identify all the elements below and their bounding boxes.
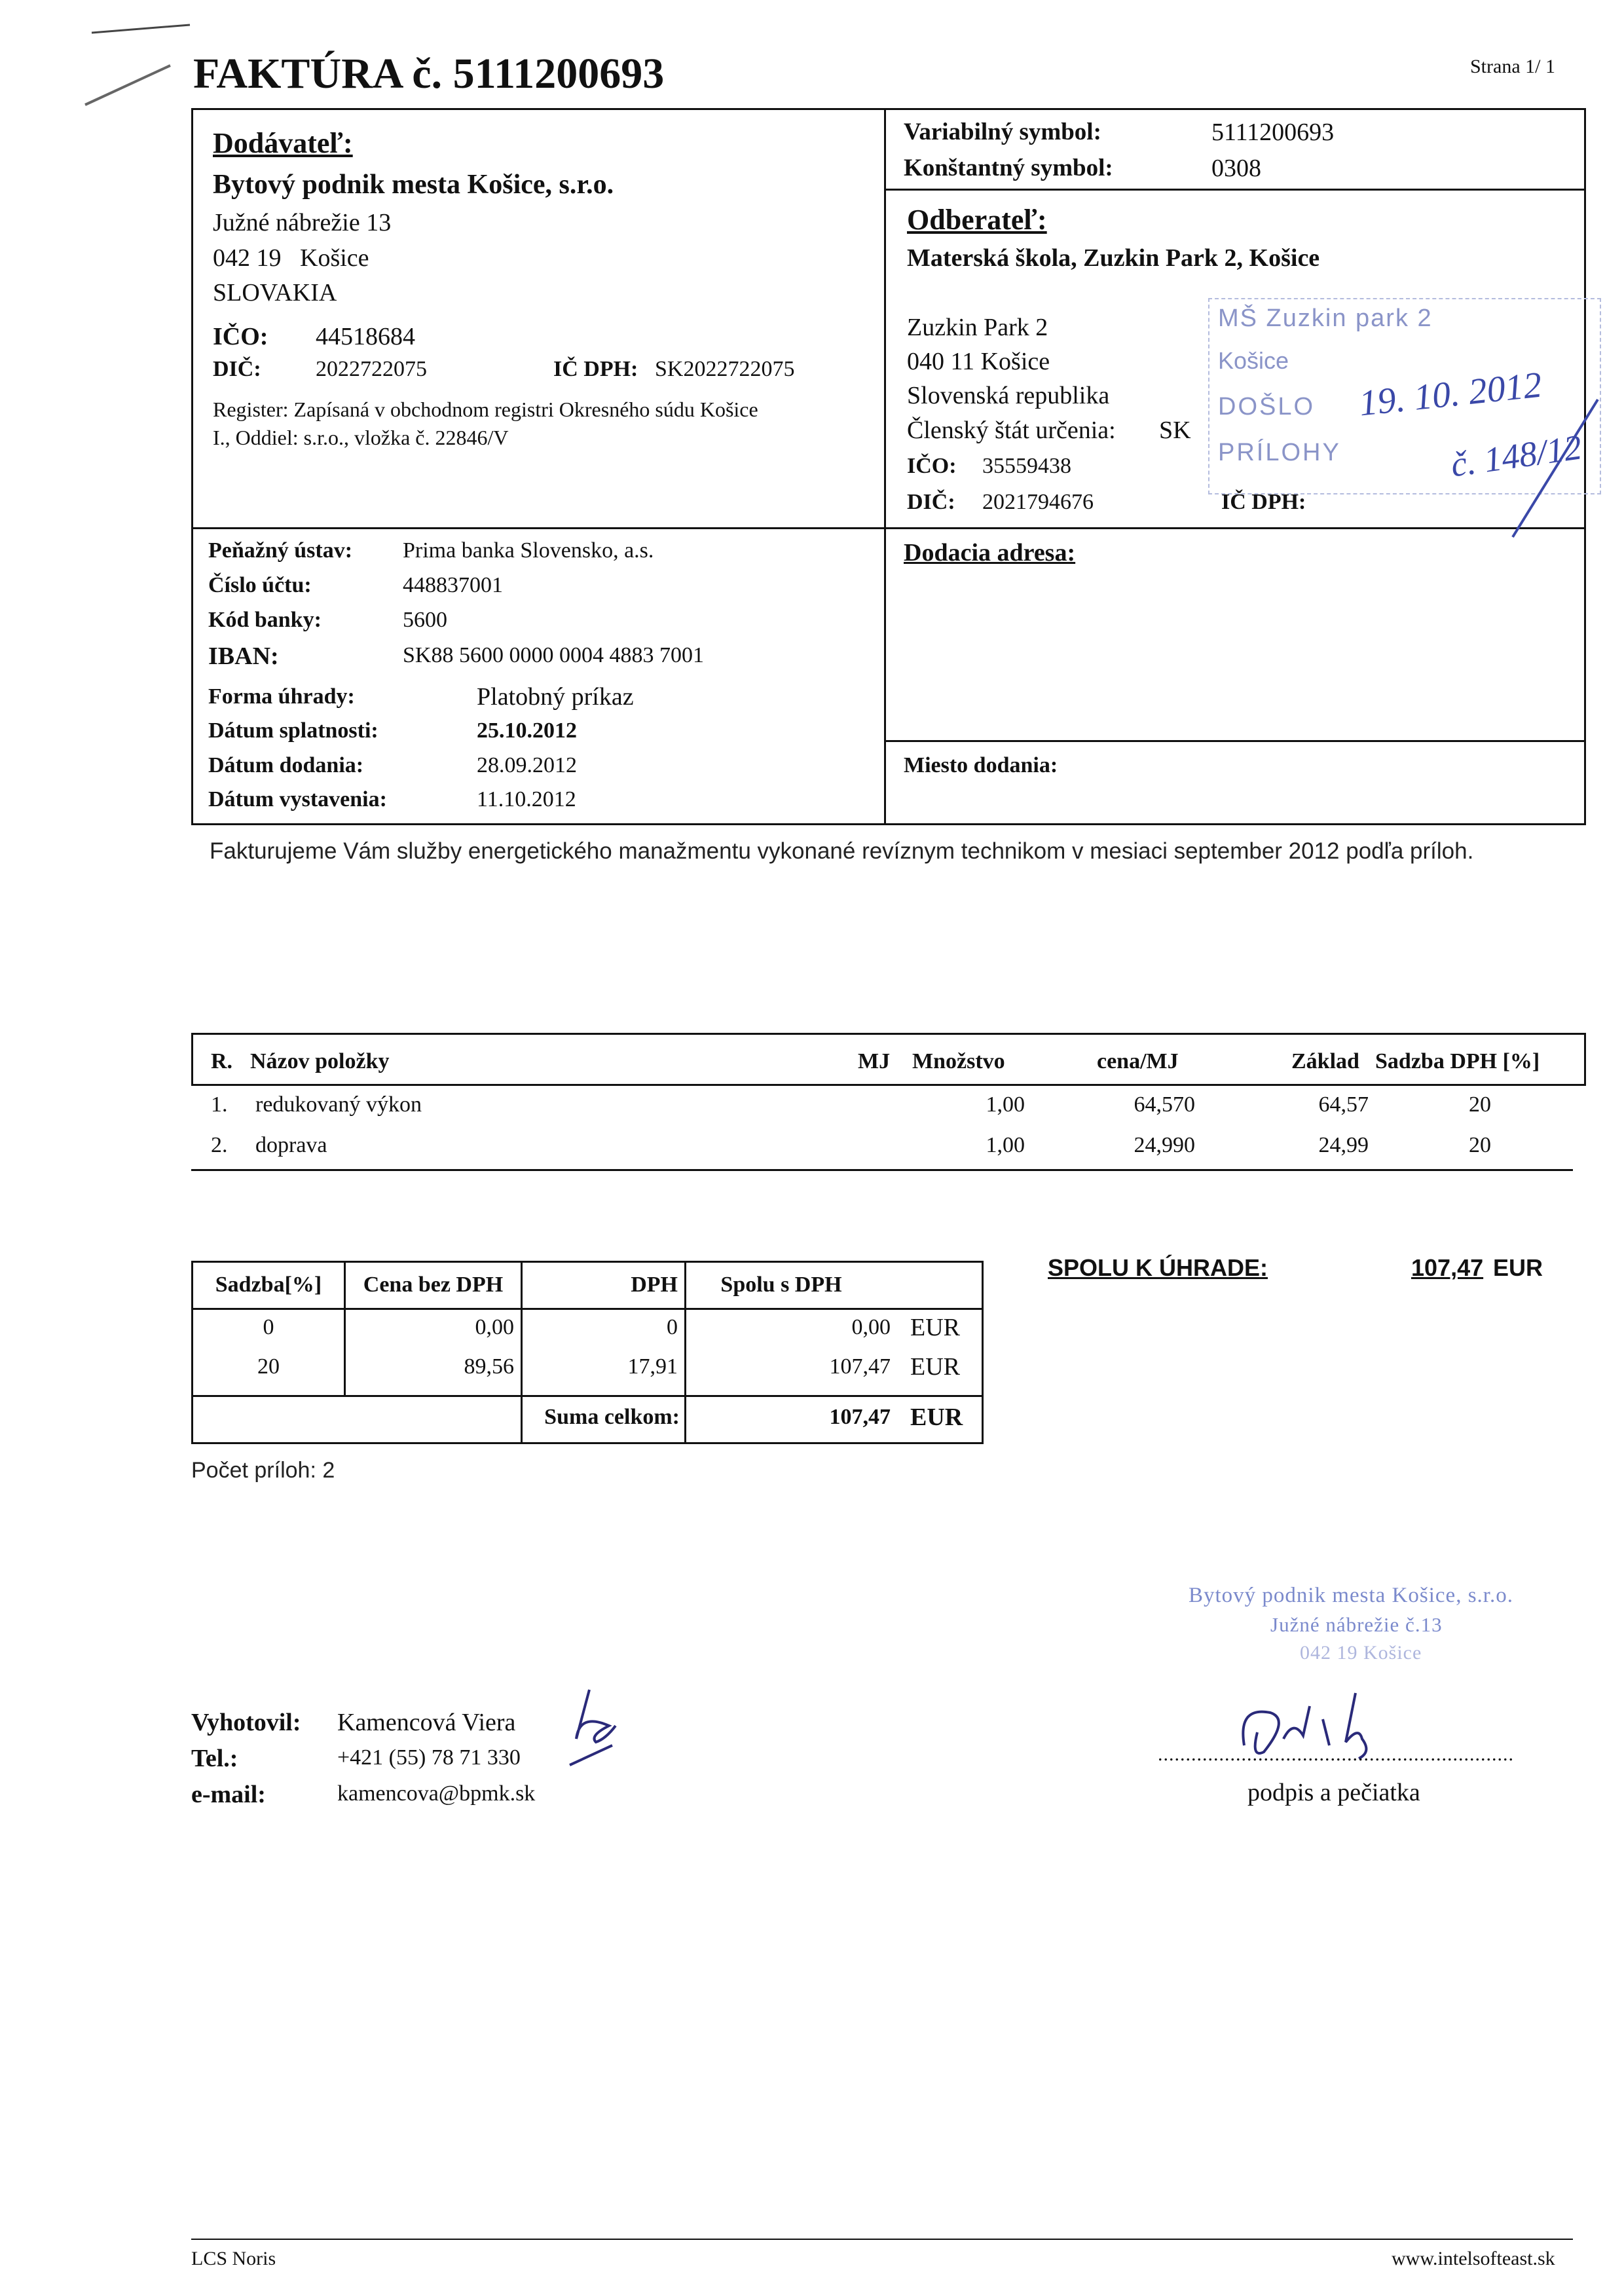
customer-name: Materská škola, Zuzkin Park 2, Košice xyxy=(907,244,1320,272)
due-date-label: Dátum splatnosti: xyxy=(208,718,378,743)
issue-date-label: Dátum vystavenia: xyxy=(208,787,387,811)
item-row-1-base: 64,57 xyxy=(1318,1092,1369,1117)
stamp-number: č. 148/12 xyxy=(1448,427,1585,485)
items-header-base: Základ xyxy=(1291,1049,1359,1073)
vat-row-1-total: 0,00 xyxy=(851,1315,891,1339)
vat-row-1-net: 0,00 xyxy=(475,1315,514,1339)
vat-header-rule xyxy=(191,1308,984,1310)
vat-row-1-rate: 0 xyxy=(263,1315,274,1339)
items-header-qty: Množstvo xyxy=(912,1049,1005,1073)
vat-header-net: Cena bez DPH xyxy=(363,1273,504,1297)
customer-city: 040 11 Košice xyxy=(907,348,1050,375)
vat-header-vat: DPH xyxy=(631,1273,678,1297)
delivery-date-value: 28.09.2012 xyxy=(477,753,577,777)
supplier-country: SLOVAKIA xyxy=(213,279,337,307)
items-header-vat: Sadzba DPH [%] xyxy=(1375,1049,1540,1073)
items-top-rule xyxy=(191,1033,1586,1035)
item-row-1-name: redukovaný výkon xyxy=(255,1092,422,1117)
vat-row-1-vat: 0 xyxy=(667,1315,678,1339)
payment-label: Forma úhrady: xyxy=(208,684,355,709)
ks-value: 0308 xyxy=(1211,155,1261,182)
account-value: 448837001 xyxy=(403,573,503,597)
vat-sum-value: 107,47 xyxy=(829,1405,891,1429)
issue-date-value: 11.10.2012 xyxy=(477,787,576,811)
delivery-place-label: Miesto dodania: xyxy=(904,753,1058,777)
customer-icdph-label: IČ DPH: xyxy=(1221,490,1306,514)
stamp-line-1: MŠ Zuzkin park 2 xyxy=(1218,305,1433,332)
supplier-street: Južné nábrežie 13 xyxy=(213,209,392,236)
items-header-price: cena/MJ xyxy=(1097,1049,1179,1073)
item-row-2-number: 2. xyxy=(211,1133,228,1157)
vat-row-1-currency: EUR xyxy=(910,1314,960,1341)
footer-right: www.intelsofteast.sk xyxy=(1392,2248,1555,2269)
divider xyxy=(884,189,1586,191)
customer-dic-label: DIČ: xyxy=(907,490,955,514)
issuer-made-label: Vyhotovil: xyxy=(191,1709,301,1736)
issuer-tel-label: Tel.: xyxy=(191,1745,238,1772)
item-row-1-price: 64,570 xyxy=(1134,1092,1195,1117)
account-label: Číslo účtu: xyxy=(208,573,312,597)
signature-line: ................................................................ xyxy=(1158,1743,1514,1765)
company-stamp-line-2: Južné nábrežie č.13 xyxy=(1270,1613,1443,1636)
to-pay-label: SPOLU K ÚHRADE: xyxy=(1048,1254,1268,1281)
item-row-1-vat: 20 xyxy=(1469,1092,1491,1117)
items-header-mj: MJ xyxy=(858,1049,891,1073)
customer-heading: Odberateľ: xyxy=(907,204,1047,236)
item-row-2-price: 24,990 xyxy=(1134,1133,1195,1157)
iban-label: IBAN: xyxy=(208,642,279,670)
supplier-name: Bytový podnik mesta Košice, s.r.o. xyxy=(213,170,614,200)
vat-sum-label: Suma celkom: xyxy=(544,1405,680,1429)
iban-value: SK88 5600 0000 0004 4883 7001 xyxy=(403,643,704,667)
vat-sum-currency: EUR xyxy=(910,1404,963,1431)
page-number: Strana 1/ 1 xyxy=(1470,56,1555,77)
vat-body-rule xyxy=(191,1395,984,1397)
customer-ico: 35559438 xyxy=(982,454,1071,478)
bank-code-label: Kód banky: xyxy=(208,608,322,632)
supplier-ico: 44518684 xyxy=(316,323,415,350)
divider xyxy=(191,527,1586,529)
item-row-1-qty: 1,00 xyxy=(986,1092,1025,1117)
issuer-email-label: e-mail: xyxy=(191,1781,266,1808)
delivery-date-label: Dátum dodania: xyxy=(208,753,364,777)
stamp-line-2: Košice xyxy=(1218,347,1289,374)
scan-mark xyxy=(79,13,210,111)
payment-value: Platobný príkaz xyxy=(477,683,634,711)
customer-street: Zuzkin Park 2 xyxy=(907,314,1048,341)
issuer-email-value: kamencova@bpmk.sk xyxy=(337,1781,536,1806)
vat-row-2-net: 89,56 xyxy=(464,1354,514,1379)
supplier-register: Register: Zapísaná v obchodnom registri Okresného súdu Košice xyxy=(213,398,758,421)
item-row-2-vat: 20 xyxy=(1469,1133,1491,1157)
issuer-tel-value: +421 (55) 78 71 330 xyxy=(337,1745,521,1770)
stamp-line-3: DOŠLO xyxy=(1218,393,1316,420)
items-header-rule xyxy=(191,1084,1586,1086)
customer-state-label: Členský štát určenia: xyxy=(907,417,1116,444)
vs-label: Variabilný symbol: xyxy=(904,119,1101,145)
item-row-2-base: 24,99 xyxy=(1318,1133,1369,1157)
item-row-2-name: doprava xyxy=(255,1133,327,1157)
stamp-pen-stroke xyxy=(1500,393,1604,544)
due-date-value: 25.10.2012 xyxy=(477,718,577,743)
items-header-r: R. xyxy=(211,1049,233,1073)
bank-value: Prima banka Slovensko, a.s. xyxy=(403,538,654,563)
stamp-line-4: PRÍLOHY xyxy=(1218,439,1341,466)
vat-row-2-vat: 17,91 xyxy=(627,1354,678,1379)
invoice-description: Fakturujeme Vám služby energetického manažmentu vykonané revíznym technikom v mesiaci september 2012 podľa príloh. xyxy=(210,838,1474,864)
items-left-rule xyxy=(191,1033,193,1085)
invoice-title: FAKTÚRA č. 5111200693 xyxy=(193,50,665,98)
item-row-1-number: 1. xyxy=(211,1092,228,1117)
signature-label: podpis a pečiatka xyxy=(1247,1779,1420,1806)
issuer-signature xyxy=(550,1686,622,1772)
vs-value: 5111200693 xyxy=(1211,119,1335,146)
vat-row-2-currency: EUR xyxy=(910,1353,960,1381)
company-stamp-line-3: 042 19 Košice xyxy=(1300,1642,1422,1664)
vat-row-2-rate: 20 xyxy=(257,1354,280,1379)
items-header-name: Názov položky xyxy=(250,1049,390,1073)
ks-label: Konštantný symbol: xyxy=(904,155,1113,181)
supplier-dic: 2022722075 xyxy=(316,357,427,381)
supplier-city: 042 19 Košice xyxy=(213,244,369,272)
footer-rule xyxy=(191,2239,1573,2240)
items-bottom-rule xyxy=(191,1169,1573,1171)
customer-state: SK xyxy=(1159,417,1191,444)
supplier-heading: Dodávateľ: xyxy=(213,127,353,159)
divider xyxy=(884,740,1586,742)
delivery-address-label: Dodacia adresa: xyxy=(904,539,1076,567)
divider xyxy=(884,108,886,825)
vat-row-2-total: 107,47 xyxy=(829,1354,891,1379)
customer-country: Slovenská republika xyxy=(907,382,1110,409)
to-pay-currency: EUR xyxy=(1493,1254,1543,1281)
attachments-count: Počet príloh: 2 xyxy=(191,1458,335,1483)
stamp-date: 19. 10. 2012 xyxy=(1357,364,1544,424)
vat-header-rate: Sadzba[%] xyxy=(215,1273,322,1297)
items-right-rule xyxy=(1584,1033,1586,1085)
bank-label: Peňažný ústav: xyxy=(208,538,353,563)
item-row-2-qty: 1,00 xyxy=(986,1133,1025,1157)
supplier-dic-label: DIČ: xyxy=(213,357,261,381)
supplier-icdph: SK2022722075 xyxy=(655,357,795,381)
customer-ico-label: IČO: xyxy=(907,454,957,478)
issuer-made-value: Kamencová Viera xyxy=(337,1709,516,1736)
vat-header-total: Spolu s DPH xyxy=(720,1273,842,1297)
supplier-register-2: I., Oddiel: s.r.o., vložka č. 22846/V xyxy=(213,426,509,449)
to-pay-amount: 107,47 xyxy=(1411,1254,1484,1281)
bank-code-value: 5600 xyxy=(403,608,447,632)
company-stamp-line-1: Bytový podnik mesta Košice, s.r.o. xyxy=(1189,1584,1513,1607)
supplier-icdph-label: IČ DPH: xyxy=(553,357,638,381)
footer-left: LCS Noris xyxy=(191,2248,276,2269)
customer-dic: 2021794676 xyxy=(982,490,1094,514)
supplier-ico-label: IČO: xyxy=(213,323,268,350)
